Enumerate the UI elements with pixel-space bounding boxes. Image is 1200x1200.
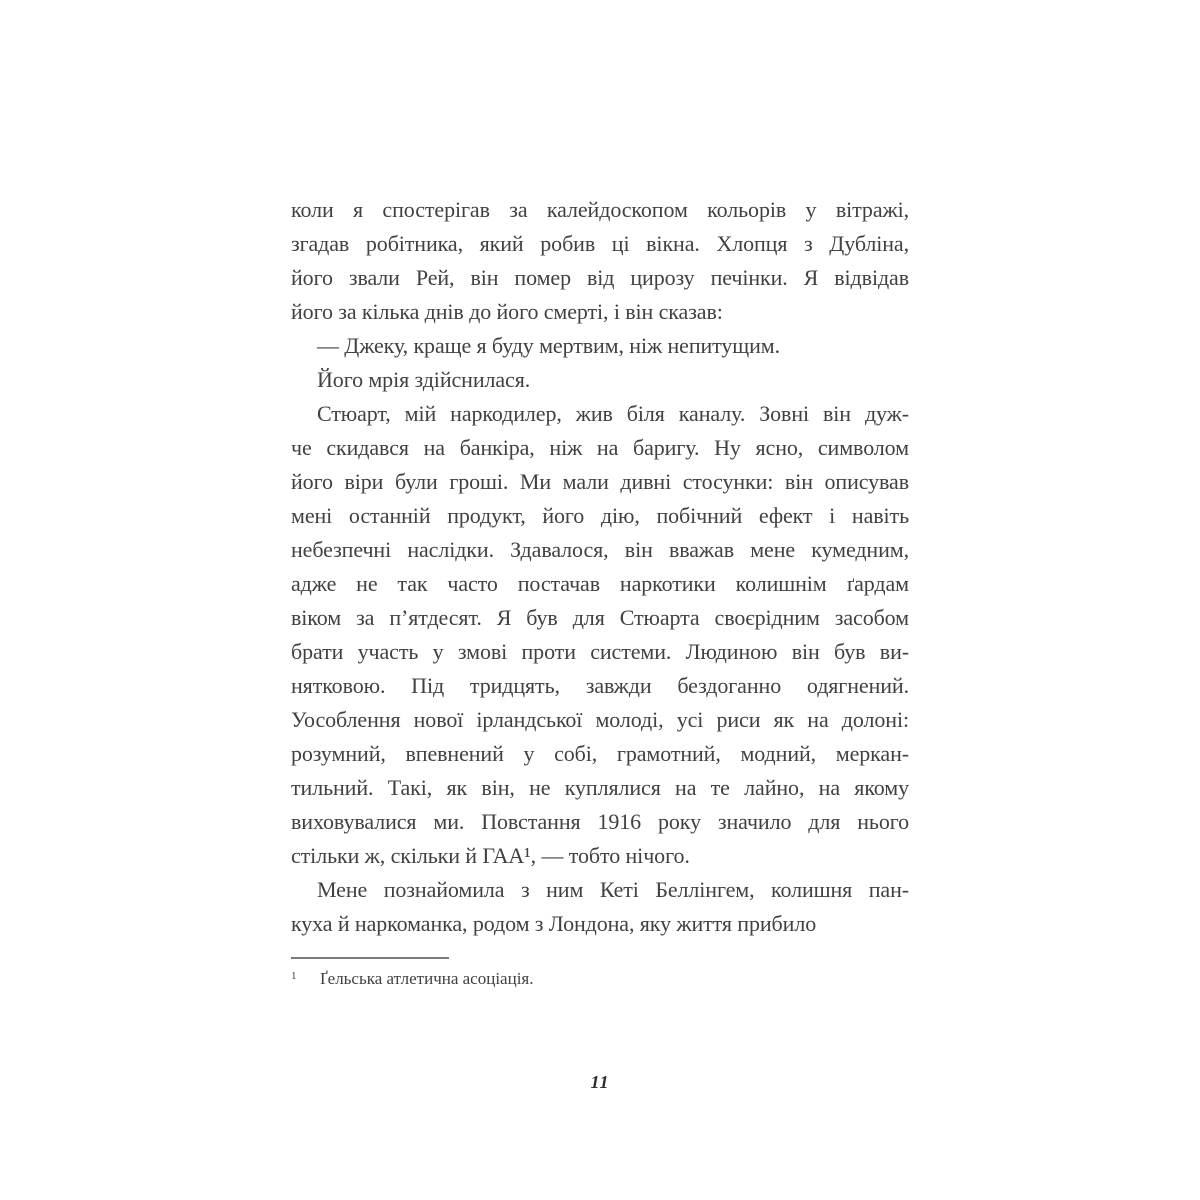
text-line: куха й наркоманка, родом з Лондона, яку життя прибило (291, 911, 817, 936)
footnote-text: Ґельська атлетична асоціація. (320, 969, 534, 988)
text-line: адже не так часто постачав наркотики колишнім ґардам (291, 571, 909, 596)
paragraph (291, 873, 909, 941)
paragraph (291, 363, 909, 397)
text-line: Його мрія здійснилася. (317, 367, 531, 392)
text-line: Мене познайомила з ним Кеті Беллінгем, колишня пан- (317, 877, 909, 902)
footnote-divider (291, 957, 449, 959)
text-line: віком за п’ятдесят. Я був для Стюарта своєрідним засобом (291, 605, 909, 630)
text-line: розумний, впевнений у собі, грамотний, модний, меркан- (291, 741, 909, 766)
text-line: Стюарт, мій наркодилер, жив біля каналу. Зовні він дуж- (317, 401, 909, 426)
page-number: 11 (590, 1072, 610, 1092)
paragraph (291, 193, 909, 329)
text-line: брати участь у змові проти системи. Людиною він був ви- (291, 639, 909, 664)
text-line: його за кілька днів до його смерті, і він сказав: (291, 299, 723, 324)
text-line: його звали Рей, він помер від цирозу печінки. Я відвідав (291, 265, 909, 290)
footnote (291, 964, 909, 991)
text-line: нятковою. Під тридцять, завжди бездоганно одягнений. (291, 673, 909, 698)
text-line: — Джеку, краще я буду мертвим, ніж непитущим. (317, 333, 781, 358)
paragraph (291, 397, 909, 873)
body-text-block (291, 193, 909, 941)
text-line: мені останній продукт, його дію, побічний ефект і навіть (291, 503, 909, 528)
paragraph (291, 329, 909, 363)
text-line: виховувалися ми. Повстання 1916 року значило для нього (291, 809, 909, 834)
text-line: згадав робітника, який робив ці вікна. Хлопця з Дубліна, (291, 231, 909, 256)
text-line: небезпечні наслідки. Здавалося, він вважав мене кумедним, (291, 537, 909, 562)
text-line: його віри були гроші. Ми мали дивні стосунки: він описував (291, 469, 909, 494)
footnote-marker: 1 (291, 970, 297, 982)
text-line: че скидався на банкіра, ніж на баригу. Ну ясно, символом (291, 435, 909, 460)
text-line: коли я спостерігав за калейдоскопом кольорів у вітражі, (291, 197, 909, 222)
text-line: Уособлення нової ірландської молоді, усі риси як на долоні: (291, 707, 909, 732)
text-line: стільки ж, скільки й ГАА¹, — тобто нічого. (291, 843, 690, 868)
text-line: тильний. Такі, як він, не куплялися на те лайно, на якому (291, 775, 909, 800)
